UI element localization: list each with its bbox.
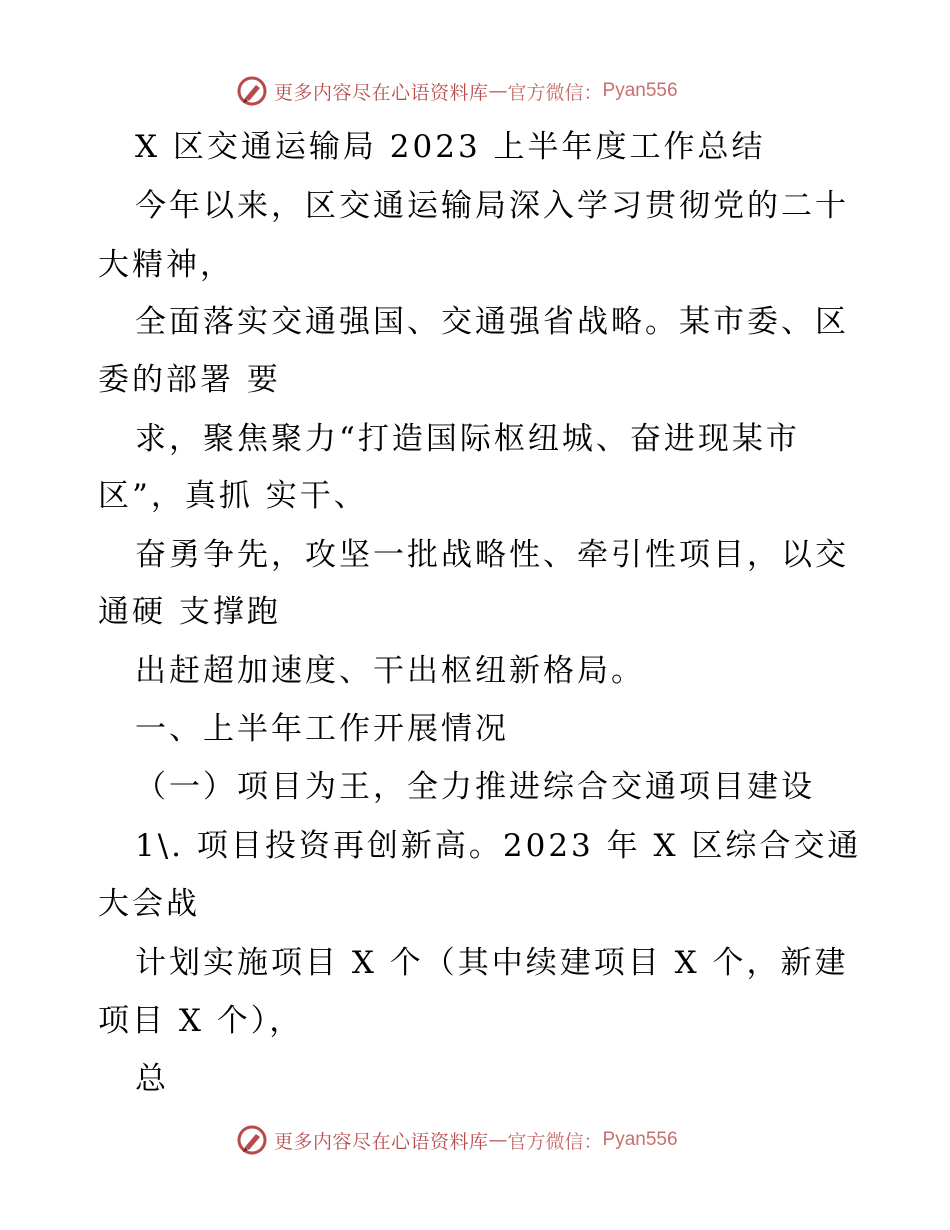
watermark-account-id: Pyan556 [602,80,678,101]
paragraph-line: 计划实施项目 X 个（其中续建项目 X 个，新建 [135,945,849,981]
footer-watermark [236,1123,678,1157]
watermark-dash: — [488,80,508,102]
paragraph-line: 项目 X 个）， [98,1003,304,1039]
paragraph-line: 大精神， [98,247,234,283]
subsection-heading: （一）项目为王，全力推进综合交通项目建设 [135,769,815,805]
paragraph-line: 全面落实交通强国、交通强省战略。某市委、区 [135,304,849,340]
paragraph-line: 通硬 支撑跑 [98,594,281,630]
paragraph-line: 1\. 项目投资再创新高。2023 年 X 区综合交通 [135,828,862,864]
watermark-main-text: 更多内容尽在心语资料库 [274,81,489,104]
section-heading: 一、上半年工作开展情况 [135,711,509,747]
watermark-aux-text: 官方微信： [507,81,603,104]
paragraph-line: 奋勇争先，攻坚一批战略性、牵引性项目，以交 [135,537,849,573]
paragraph-line: 委的部署 要 [98,362,281,398]
document-title: X 区交通运输局 2023 上半年度工作总结 [135,129,766,165]
watermark-main-text: 更多内容尽在心语资料库 [274,1130,489,1153]
watermark-account-id: Pyan556 [602,1129,678,1150]
pen-in-circle-icon [236,1124,268,1156]
watermark-dash: — [488,1129,508,1151]
paragraph-line: 总 [135,1061,169,1097]
watermark-aux-text: 官方微信： [507,1130,603,1153]
paragraph-line: 区”，真抓 实干、 [98,478,368,514]
paragraph-line: 今年以来，区交通运输局深入学习贯彻党的二十 [135,188,849,224]
paragraph-line: 大会战 [98,886,200,922]
paragraph-line: 出赶超加速度、干出枢纽新格局。 [135,653,645,689]
paragraph-line: 求，聚焦聚力“打造国际枢纽城、奋进现某市 [135,421,800,457]
